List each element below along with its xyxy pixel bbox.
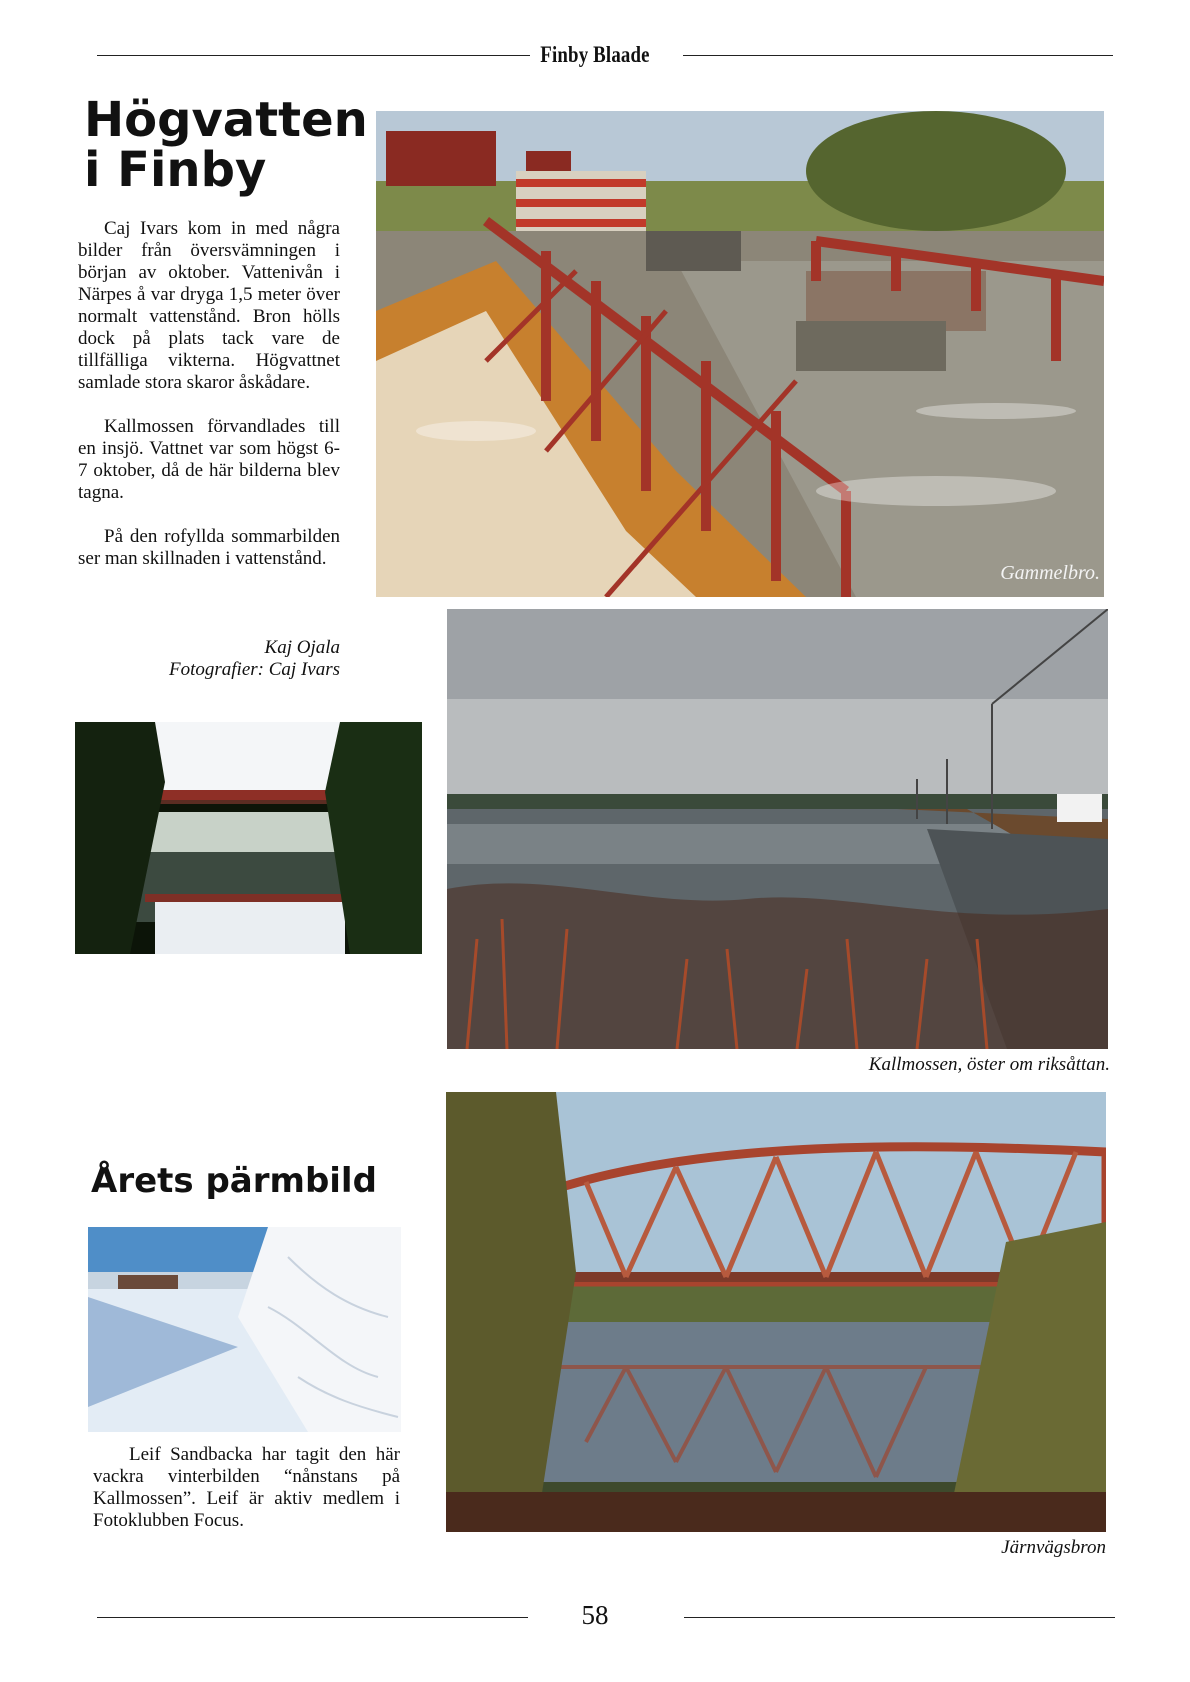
headline-line-1: Högvatten [84, 92, 368, 148]
article-headline [84, 92, 368, 198]
article-paragraph: Caj Ivars kom in med några bilder från översvämningen i början av oktober. Vattenivån i Närpes å var dryga 1,5 meter över normalt vattenstånd. Bron hölls dock på plats tack vare de tillfälliga vikterna. Högvattnet samlade stora skaror åskådare. [78, 218, 340, 393]
caption-gammelbro: Gammelbro. [1000, 562, 1100, 584]
article-body [78, 218, 340, 592]
photo-jarnvagsbron [446, 1092, 1106, 1532]
article-photographer: Fotografier: Caj Ivars [169, 659, 340, 680]
caption-jarnvagsbron: Järnvägsbron [1001, 1537, 1106, 1558]
photo-summer-bridge [75, 722, 422, 954]
photo-kallmossen [447, 609, 1108, 1049]
page-number: 58 [581, 1600, 609, 1630]
photo-gammelbro [376, 111, 1104, 597]
article-paragraph: På den rofyllda sommarbilden ser man skillnaden i vattenstånd. [78, 526, 340, 569]
photo-winter-cover [88, 1227, 401, 1432]
headline-line-2: i Finby [84, 142, 267, 198]
publication-title: Finby Blaade [540, 42, 650, 67]
caption-kallmossen: Kallmossen, öster om riksåttan. [868, 1054, 1110, 1075]
article-paragraph: Kallmossen förvandlades till en insjö. Vattnet var som högst 6-7 oktober, då de här bilderna blev tagna. [78, 416, 340, 503]
cover-text: Leif Sandbacka har tagit den här vackra vinterbilden “nånstans på Kallmossen”. Leif är aktiv medlem i Fotoklubben Focus. [93, 1444, 400, 1531]
article-author: Kaj Ojala [264, 637, 340, 658]
cover-heading: Årets pärmbild [91, 1161, 377, 1201]
